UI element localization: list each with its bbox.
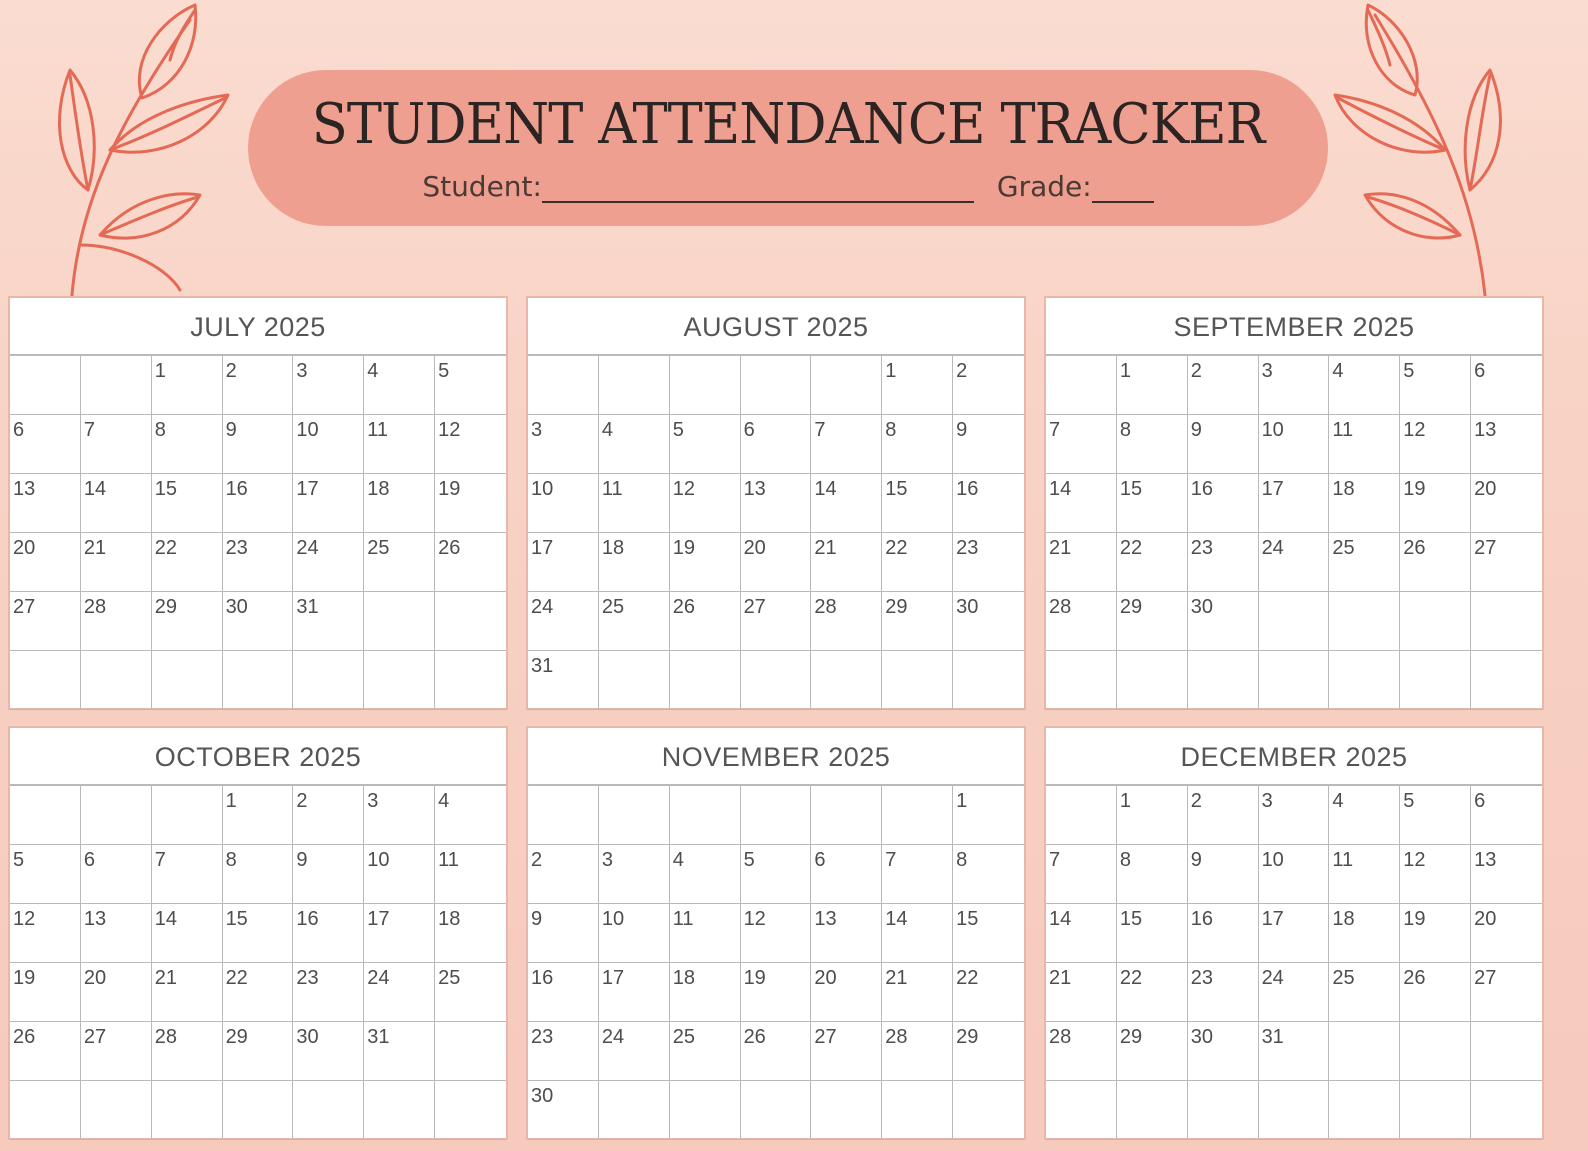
day-cell[interactable]: 17 bbox=[599, 963, 670, 1022]
day-cell[interactable]: 15 bbox=[223, 904, 294, 963]
day-cell[interactable]: 29 bbox=[882, 592, 953, 651]
day-cell[interactable]: 21 bbox=[882, 963, 953, 1022]
day-cell[interactable]: 19 bbox=[10, 963, 81, 1022]
day-cell[interactable]: 12 bbox=[1400, 415, 1471, 474]
grade-field[interactable] bbox=[1092, 171, 1154, 203]
empty-day-cell[interactable] bbox=[1471, 592, 1542, 651]
day-cell[interactable]: 9 bbox=[953, 415, 1024, 474]
day-cell[interactable]: 10 bbox=[293, 415, 364, 474]
empty-day-cell[interactable] bbox=[670, 651, 741, 710]
day-cell[interactable]: 12 bbox=[1400, 845, 1471, 904]
day-cell[interactable]: 2 bbox=[953, 356, 1024, 415]
empty-day-cell[interactable] bbox=[1329, 592, 1400, 651]
student-name-field[interactable] bbox=[542, 171, 974, 203]
month-calendar-august bbox=[526, 296, 1026, 710]
day-grid bbox=[10, 356, 506, 710]
empty-day-cell[interactable] bbox=[10, 651, 81, 710]
day-cell[interactable]: 11 bbox=[599, 474, 670, 533]
day-cell[interactable]: 4 bbox=[599, 415, 670, 474]
empty-day-cell[interactable] bbox=[882, 1081, 953, 1140]
month-title: NOVEMBER 2025 bbox=[528, 728, 1024, 786]
day-cell[interactable]: 23 bbox=[293, 963, 364, 1022]
empty-day-cell[interactable] bbox=[1117, 651, 1188, 710]
day-cell[interactable]: 7 bbox=[882, 845, 953, 904]
empty-day-cell[interactable] bbox=[435, 1081, 506, 1140]
day-cell[interactable]: 31 bbox=[1259, 1022, 1330, 1081]
day-cell[interactable]: 3 bbox=[293, 356, 364, 415]
empty-day-cell[interactable] bbox=[1259, 592, 1330, 651]
day-cell[interactable]: 9 bbox=[293, 845, 364, 904]
empty-day-cell[interactable] bbox=[1400, 651, 1471, 710]
day-cell[interactable]: 31 bbox=[528, 651, 599, 710]
day-cell[interactable]: 11 bbox=[670, 904, 741, 963]
day-cell[interactable]: 8 bbox=[152, 415, 223, 474]
day-cell[interactable]: 26 bbox=[1400, 963, 1471, 1022]
day-cell[interactable]: 17 bbox=[1259, 474, 1330, 533]
day-cell[interactable]: 17 bbox=[293, 474, 364, 533]
day-cell[interactable]: 22 bbox=[1117, 963, 1188, 1022]
empty-day-cell[interactable] bbox=[882, 786, 953, 845]
grade-label: Grade: bbox=[996, 170, 1092, 203]
empty-day-cell[interactable] bbox=[1471, 1081, 1542, 1140]
empty-day-cell[interactable] bbox=[1259, 651, 1330, 710]
day-cell[interactable]: 8 bbox=[223, 845, 294, 904]
day-cell[interactable]: 23 bbox=[528, 1022, 599, 1081]
month-calendar-october bbox=[8, 726, 508, 1140]
day-cell[interactable]: 19 bbox=[670, 533, 741, 592]
day-cell[interactable]: 16 bbox=[293, 904, 364, 963]
day-cell[interactable]: 2 bbox=[223, 356, 294, 415]
day-cell[interactable]: 26 bbox=[10, 1022, 81, 1081]
day-cell[interactable]: 19 bbox=[435, 474, 506, 533]
day-cell[interactable]: 16 bbox=[953, 474, 1024, 533]
day-cell[interactable]: 14 bbox=[811, 474, 882, 533]
empty-day-cell[interactable] bbox=[10, 786, 81, 845]
day-cell[interactable]: 22 bbox=[152, 533, 223, 592]
day-cell[interactable]: 21 bbox=[81, 533, 152, 592]
day-cell[interactable]: 14 bbox=[81, 474, 152, 533]
day-cell[interactable]: 17 bbox=[1259, 904, 1330, 963]
day-cell[interactable]: 29 bbox=[223, 1022, 294, 1081]
day-cell[interactable]: 6 bbox=[1471, 786, 1542, 845]
day-cell[interactable]: 15 bbox=[882, 474, 953, 533]
empty-day-cell[interactable] bbox=[10, 1081, 81, 1140]
empty-day-cell[interactable] bbox=[1188, 1081, 1259, 1140]
empty-day-cell[interactable] bbox=[741, 356, 812, 415]
day-cell[interactable]: 14 bbox=[152, 904, 223, 963]
day-cell[interactable]: 26 bbox=[435, 533, 506, 592]
empty-day-cell[interactable] bbox=[152, 786, 223, 845]
day-cell[interactable]: 28 bbox=[882, 1022, 953, 1081]
day-cell[interactable]: 6 bbox=[10, 415, 81, 474]
empty-day-cell[interactable] bbox=[1046, 356, 1117, 415]
day-cell[interactable]: 10 bbox=[364, 845, 435, 904]
day-cell[interactable]: 1 bbox=[1117, 786, 1188, 845]
day-cell[interactable]: 21 bbox=[1046, 963, 1117, 1022]
empty-day-cell[interactable] bbox=[223, 1081, 294, 1140]
empty-day-cell[interactable] bbox=[10, 356, 81, 415]
day-cell[interactable]: 7 bbox=[1046, 415, 1117, 474]
day-cell[interactable]: 5 bbox=[670, 415, 741, 474]
day-cell[interactable]: 2 bbox=[1188, 356, 1259, 415]
day-cell[interactable]: 2 bbox=[1188, 786, 1259, 845]
empty-day-cell[interactable] bbox=[293, 1081, 364, 1140]
day-cell[interactable]: 21 bbox=[1046, 533, 1117, 592]
empty-day-cell[interactable] bbox=[293, 651, 364, 710]
day-cell[interactable]: 1 bbox=[953, 786, 1024, 845]
day-cell[interactable]: 6 bbox=[741, 415, 812, 474]
empty-day-cell[interactable] bbox=[528, 786, 599, 845]
day-cell[interactable]: 14 bbox=[1046, 474, 1117, 533]
day-cell[interactable]: 1 bbox=[223, 786, 294, 845]
day-cell[interactable]: 8 bbox=[953, 845, 1024, 904]
day-cell[interactable]: 16 bbox=[528, 963, 599, 1022]
day-cell[interactable]: 16 bbox=[1188, 474, 1259, 533]
empty-day-cell[interactable] bbox=[1046, 1081, 1117, 1140]
day-cell[interactable]: 11 bbox=[435, 845, 506, 904]
month-calendar-november bbox=[526, 726, 1026, 1140]
empty-day-cell[interactable] bbox=[882, 651, 953, 710]
day-cell[interactable]: 21 bbox=[811, 533, 882, 592]
day-cell[interactable]: 11 bbox=[1329, 415, 1400, 474]
empty-day-cell[interactable] bbox=[223, 651, 294, 710]
empty-day-cell[interactable] bbox=[1471, 1022, 1542, 1081]
day-cell[interactable]: 12 bbox=[10, 904, 81, 963]
day-cell[interactable]: 7 bbox=[811, 415, 882, 474]
day-cell[interactable]: 6 bbox=[81, 845, 152, 904]
day-cell[interactable]: 19 bbox=[1400, 474, 1471, 533]
day-cell[interactable]: 27 bbox=[811, 1022, 882, 1081]
day-cell[interactable]: 13 bbox=[10, 474, 81, 533]
empty-day-cell[interactable] bbox=[741, 786, 812, 845]
day-cell[interactable]: 17 bbox=[528, 533, 599, 592]
empty-day-cell[interactable] bbox=[670, 1081, 741, 1140]
empty-day-cell[interactable] bbox=[599, 651, 670, 710]
day-cell[interactable]: 10 bbox=[1259, 415, 1330, 474]
empty-day-cell[interactable] bbox=[599, 1081, 670, 1140]
day-cell[interactable]: 29 bbox=[152, 592, 223, 651]
empty-day-cell[interactable] bbox=[1046, 651, 1117, 710]
day-cell[interactable]: 29 bbox=[1117, 592, 1188, 651]
day-cell[interactable]: 20 bbox=[10, 533, 81, 592]
empty-day-cell[interactable] bbox=[741, 1081, 812, 1140]
empty-day-cell[interactable] bbox=[364, 1081, 435, 1140]
day-cell[interactable]: 7 bbox=[152, 845, 223, 904]
empty-day-cell[interactable] bbox=[1329, 1022, 1400, 1081]
empty-day-cell[interactable] bbox=[1188, 651, 1259, 710]
month-calendars bbox=[8, 296, 1568, 1151]
day-cell[interactable]: 3 bbox=[1259, 786, 1330, 845]
day-cell[interactable]: 27 bbox=[1471, 963, 1542, 1022]
day-cell[interactable]: 14 bbox=[1046, 904, 1117, 963]
empty-day-cell[interactable] bbox=[670, 356, 741, 415]
day-cell[interactable]: 12 bbox=[435, 415, 506, 474]
day-cell[interactable]: 24 bbox=[528, 592, 599, 651]
day-cell[interactable]: 28 bbox=[152, 1022, 223, 1081]
day-cell[interactable]: 26 bbox=[670, 592, 741, 651]
day-cell[interactable]: 5 bbox=[435, 356, 506, 415]
day-cell[interactable]: 23 bbox=[1188, 533, 1259, 592]
day-cell[interactable]: 29 bbox=[953, 1022, 1024, 1081]
empty-day-cell[interactable] bbox=[528, 356, 599, 415]
empty-day-cell[interactable] bbox=[811, 1081, 882, 1140]
day-cell[interactable]: 20 bbox=[811, 963, 882, 1022]
empty-day-cell[interactable] bbox=[1259, 1081, 1330, 1140]
month-title: DECEMBER 2025 bbox=[1046, 728, 1542, 786]
empty-day-cell[interactable] bbox=[811, 356, 882, 415]
empty-day-cell[interactable] bbox=[1400, 592, 1471, 651]
day-cell[interactable]: 22 bbox=[223, 963, 294, 1022]
day-cell[interactable]: 4 bbox=[364, 356, 435, 415]
day-cell[interactable]: 28 bbox=[1046, 1022, 1117, 1081]
day-cell[interactable]: 24 bbox=[1259, 533, 1330, 592]
month-title: JULY 2025 bbox=[10, 298, 506, 356]
empty-day-cell[interactable] bbox=[435, 651, 506, 710]
empty-day-cell[interactable] bbox=[811, 786, 882, 845]
empty-day-cell[interactable] bbox=[435, 592, 506, 651]
day-cell[interactable]: 13 bbox=[741, 474, 812, 533]
day-grid bbox=[528, 786, 1024, 1140]
empty-day-cell[interactable] bbox=[364, 651, 435, 710]
day-cell[interactable]: 5 bbox=[741, 845, 812, 904]
day-cell[interactable]: 6 bbox=[811, 845, 882, 904]
day-cell[interactable]: 30 bbox=[223, 592, 294, 651]
day-cell[interactable]: 8 bbox=[1117, 415, 1188, 474]
day-cell[interactable]: 29 bbox=[1117, 1022, 1188, 1081]
day-cell[interactable]: 30 bbox=[528, 1081, 599, 1140]
empty-day-cell[interactable] bbox=[152, 1081, 223, 1140]
day-cell[interactable]: 25 bbox=[599, 592, 670, 651]
day-cell[interactable]: 18 bbox=[599, 533, 670, 592]
day-cell[interactable]: 4 bbox=[1329, 356, 1400, 415]
day-cell[interactable]: 4 bbox=[670, 845, 741, 904]
day-cell[interactable]: 19 bbox=[741, 963, 812, 1022]
day-cell[interactable]: 31 bbox=[364, 1022, 435, 1081]
day-cell[interactable]: 30 bbox=[293, 1022, 364, 1081]
empty-day-cell[interactable] bbox=[81, 356, 152, 415]
day-cell[interactable]: 12 bbox=[670, 474, 741, 533]
day-cell[interactable]: 20 bbox=[1471, 904, 1542, 963]
empty-day-cell[interactable] bbox=[1400, 1022, 1471, 1081]
day-cell[interactable]: 14 bbox=[882, 904, 953, 963]
day-cell[interactable]: 1 bbox=[152, 356, 223, 415]
day-grid bbox=[1046, 786, 1542, 1140]
day-cell[interactable]: 4 bbox=[1329, 786, 1400, 845]
day-cell[interactable]: 8 bbox=[1117, 845, 1188, 904]
day-cell[interactable]: 22 bbox=[882, 533, 953, 592]
day-cell[interactable]: 28 bbox=[1046, 592, 1117, 651]
empty-day-cell[interactable] bbox=[152, 651, 223, 710]
day-cell[interactable]: 24 bbox=[364, 963, 435, 1022]
day-cell[interactable]: 22 bbox=[1117, 533, 1188, 592]
day-cell[interactable]: 25 bbox=[364, 533, 435, 592]
day-cell[interactable]: 20 bbox=[741, 533, 812, 592]
day-cell[interactable]: 27 bbox=[741, 592, 812, 651]
day-cell[interactable]: 10 bbox=[1259, 845, 1330, 904]
day-cell[interactable]: 18 bbox=[1329, 904, 1400, 963]
day-cell[interactable]: 15 bbox=[152, 474, 223, 533]
day-cell[interactable]: 15 bbox=[953, 904, 1024, 963]
day-cell[interactable]: 20 bbox=[1471, 474, 1542, 533]
empty-day-cell[interactable] bbox=[81, 651, 152, 710]
day-cell[interactable]: 4 bbox=[435, 786, 506, 845]
day-cell[interactable]: 24 bbox=[1259, 963, 1330, 1022]
day-cell[interactable]: 11 bbox=[1329, 845, 1400, 904]
day-grid bbox=[10, 786, 506, 1140]
day-cell[interactable]: 23 bbox=[953, 533, 1024, 592]
day-cell[interactable]: 18 bbox=[364, 474, 435, 533]
day-cell[interactable]: 16 bbox=[1188, 904, 1259, 963]
empty-day-cell[interactable] bbox=[599, 786, 670, 845]
day-cell[interactable]: 18 bbox=[670, 963, 741, 1022]
day-cell[interactable]: 30 bbox=[1188, 592, 1259, 651]
empty-day-cell[interactable] bbox=[1046, 786, 1117, 845]
day-cell[interactable]: 1 bbox=[882, 356, 953, 415]
month-title: OCTOBER 2025 bbox=[10, 728, 506, 786]
day-cell[interactable]: 24 bbox=[293, 533, 364, 592]
day-cell[interactable]: 2 bbox=[293, 786, 364, 845]
empty-day-cell[interactable] bbox=[435, 1022, 506, 1081]
empty-day-cell[interactable] bbox=[811, 651, 882, 710]
day-cell[interactable]: 3 bbox=[528, 415, 599, 474]
day-cell[interactable]: 8 bbox=[882, 415, 953, 474]
day-cell[interactable]: 18 bbox=[435, 904, 506, 963]
day-cell[interactable]: 13 bbox=[1471, 415, 1542, 474]
day-cell[interactable]: 20 bbox=[81, 963, 152, 1022]
student-label: Student: bbox=[422, 170, 542, 203]
empty-day-cell[interactable] bbox=[1329, 1081, 1400, 1140]
page-title: STUDENT ATTENDANCE TRACKER bbox=[311, 92, 1265, 157]
day-cell[interactable]: 1 bbox=[1117, 356, 1188, 415]
empty-day-cell[interactable] bbox=[1329, 651, 1400, 710]
day-cell[interactable]: 19 bbox=[1400, 904, 1471, 963]
day-cell[interactable]: 18 bbox=[1329, 474, 1400, 533]
day-cell[interactable]: 7 bbox=[1046, 845, 1117, 904]
day-cell[interactable]: 15 bbox=[1117, 474, 1188, 533]
empty-day-cell[interactable] bbox=[953, 1081, 1024, 1140]
day-cell[interactable]: 26 bbox=[1400, 533, 1471, 592]
empty-day-cell[interactable] bbox=[1400, 1081, 1471, 1140]
empty-day-cell[interactable] bbox=[953, 651, 1024, 710]
month-calendar-december bbox=[1044, 726, 1544, 1140]
day-cell[interactable]: 24 bbox=[599, 1022, 670, 1081]
day-cell[interactable]: 3 bbox=[599, 845, 670, 904]
empty-day-cell[interactable] bbox=[741, 651, 812, 710]
day-cell[interactable]: 25 bbox=[1329, 533, 1400, 592]
day-cell[interactable]: 22 bbox=[953, 963, 1024, 1022]
day-cell[interactable]: 31 bbox=[293, 592, 364, 651]
day-cell[interactable]: 9 bbox=[1188, 845, 1259, 904]
day-cell[interactable]: 11 bbox=[364, 415, 435, 474]
day-cell[interactable]: 23 bbox=[1188, 963, 1259, 1022]
empty-day-cell[interactable] bbox=[599, 356, 670, 415]
day-cell[interactable]: 30 bbox=[953, 592, 1024, 651]
month-calendar-july bbox=[8, 296, 508, 710]
day-cell[interactable]: 13 bbox=[81, 904, 152, 963]
leaf-branch-right-decoration bbox=[1330, 0, 1530, 300]
day-cell[interactable]: 9 bbox=[528, 904, 599, 963]
day-cell[interactable]: 25 bbox=[670, 1022, 741, 1081]
day-cell[interactable]: 25 bbox=[1329, 963, 1400, 1022]
day-cell[interactable]: 13 bbox=[811, 904, 882, 963]
empty-day-cell[interactable] bbox=[81, 1081, 152, 1140]
day-cell[interactable]: 3 bbox=[1259, 356, 1330, 415]
day-cell[interactable]: 9 bbox=[1188, 415, 1259, 474]
empty-day-cell[interactable] bbox=[1471, 651, 1542, 710]
day-cell[interactable]: 23 bbox=[223, 533, 294, 592]
day-cell[interactable]: 27 bbox=[1471, 533, 1542, 592]
day-grid bbox=[528, 356, 1024, 710]
header-banner bbox=[248, 70, 1328, 226]
day-cell[interactable]: 9 bbox=[223, 415, 294, 474]
student-info-fields bbox=[248, 170, 1328, 203]
day-cell[interactable]: 10 bbox=[599, 904, 670, 963]
day-cell[interactable]: 10 bbox=[528, 474, 599, 533]
day-cell[interactable]: 16 bbox=[223, 474, 294, 533]
day-cell[interactable]: 7 bbox=[81, 415, 152, 474]
month-calendar-september bbox=[1044, 296, 1544, 710]
day-grid bbox=[1046, 356, 1542, 710]
day-cell[interactable]: 21 bbox=[152, 963, 223, 1022]
month-title: SEPTEMBER 2025 bbox=[1046, 298, 1542, 356]
day-cell[interactable]: 12 bbox=[741, 904, 812, 963]
empty-day-cell[interactable] bbox=[670, 786, 741, 845]
day-cell[interactable]: 3 bbox=[364, 786, 435, 845]
day-cell[interactable]: 26 bbox=[741, 1022, 812, 1081]
day-cell[interactable]: 13 bbox=[1471, 845, 1542, 904]
day-cell[interactable]: 30 bbox=[1188, 1022, 1259, 1081]
day-cell[interactable]: 28 bbox=[81, 592, 152, 651]
month-title: AUGUST 2025 bbox=[528, 298, 1024, 356]
day-cell[interactable]: 5 bbox=[1400, 786, 1471, 845]
day-cell[interactable]: 5 bbox=[10, 845, 81, 904]
day-cell[interactable]: 17 bbox=[364, 904, 435, 963]
day-cell[interactable]: 5 bbox=[1400, 356, 1471, 415]
day-cell[interactable]: 2 bbox=[528, 845, 599, 904]
empty-day-cell[interactable] bbox=[1117, 1081, 1188, 1140]
day-cell[interactable]: 27 bbox=[81, 1022, 152, 1081]
day-cell[interactable]: 28 bbox=[811, 592, 882, 651]
day-cell[interactable]: 27 bbox=[10, 592, 81, 651]
leaf-branch-left-decoration bbox=[50, 0, 250, 300]
day-cell[interactable]: 15 bbox=[1117, 904, 1188, 963]
day-cell[interactable]: 25 bbox=[435, 963, 506, 1022]
empty-day-cell[interactable] bbox=[81, 786, 152, 845]
empty-day-cell[interactable] bbox=[364, 592, 435, 651]
day-cell[interactable]: 6 bbox=[1471, 356, 1542, 415]
